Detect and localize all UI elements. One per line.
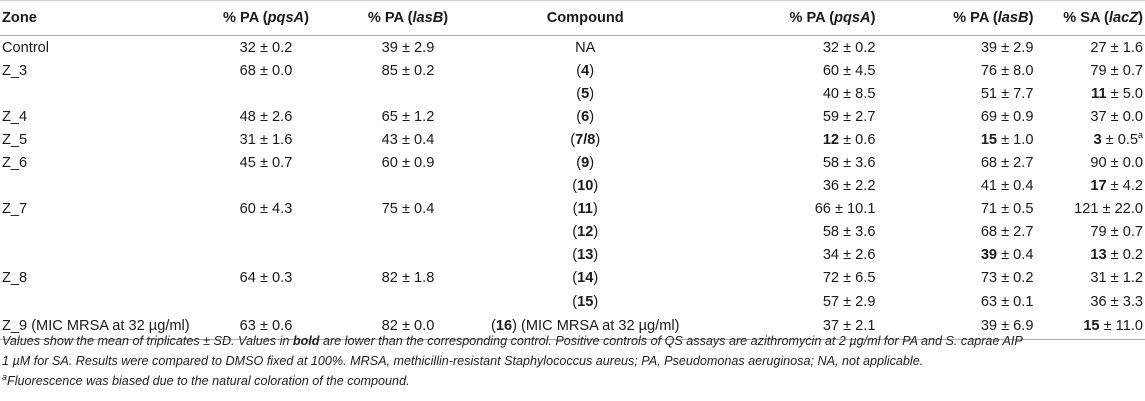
cell-compound: (12) bbox=[572, 224, 599, 241]
cell-pa-pqsa bbox=[207, 175, 325, 198]
cell-pa-lasb: 82 ± 1.8 bbox=[381, 270, 435, 287]
cell-compound: (7/8) bbox=[570, 131, 601, 148]
cell-zone: Z_4 bbox=[2, 108, 28, 125]
cell-pa-lasb: 43 ± 0.4 bbox=[381, 131, 435, 148]
footnote-line-2: 1 µM for SA. Results were compared to DMSO fixed at 100%. MRSA, methicillin-resistant Staphylococcus aureus; PA, Pseudomonas aeruginosa; NA, not applicable. bbox=[2, 354, 924, 368]
cell-compound-pa-lasb: 41 ± 0.4 bbox=[980, 178, 1034, 195]
cell-pa-pqsa: 60 ± 4.3 bbox=[239, 201, 293, 218]
header-zone: Zone bbox=[0, 1, 207, 36]
footnote-line-1: Values show the mean of triplicates ± SD. Values in bold are lower than the corresponding control. Positive controls of QS assays are azithromycin at 2 µg/ml for PA and S. caprae AIP bbox=[2, 334, 1023, 348]
cell-pa-pqsa bbox=[207, 82, 325, 105]
cell-pa-lasb: 85 ± 0.2 bbox=[381, 62, 435, 79]
table-row bbox=[0, 198, 1145, 221]
cell-pa-pqsa: 63 ± 0.6 bbox=[207, 313, 325, 340]
cell-zone bbox=[0, 221, 207, 244]
cell-compound-pa-pqsa: 72 ± 6.5 bbox=[822, 270, 876, 287]
cell-compound: (6) bbox=[576, 108, 595, 125]
cell-zone: Z_9 (MIC MRSA at 32 µg/ml) bbox=[0, 313, 207, 340]
cell-compound-pa-lasb: 39 ± 0.4 bbox=[980, 247, 1034, 264]
cell-compound-pa-lasb: 68 ± 2.7 bbox=[980, 155, 1034, 172]
cell-compound: (13) bbox=[572, 247, 599, 264]
cell-compound-pa-pqsa: 59 ± 2.7 bbox=[822, 108, 876, 125]
cell-pa-lasb bbox=[325, 290, 491, 313]
cell-compound: (5) bbox=[576, 85, 595, 102]
footnote-line-3: $^a$Fluorescence was biased due to the natural coloration of the compound. bbox=[2, 371, 410, 388]
cell-zone bbox=[0, 175, 207, 198]
cell-sa-lacz: 121 ± 22.0 bbox=[1074, 201, 1143, 218]
table-row bbox=[0, 105, 1145, 128]
cell-zone: Z_5 bbox=[2, 131, 28, 148]
cell-sa-lacz: 11 ± 5.0 bbox=[1091, 85, 1143, 102]
cell-zone bbox=[0, 290, 207, 313]
header-pa-pqsa-compound: % PA (pqsA) bbox=[679, 1, 893, 36]
cell-pa-pqsa bbox=[207, 244, 325, 267]
cell-pa-lasb: 65 ± 1.2 bbox=[381, 108, 435, 125]
cell-pa-pqsa bbox=[207, 221, 325, 244]
cell-compound-pa-pqsa: 60 ± 4.5 bbox=[822, 62, 876, 79]
cell-zone: Z_8 bbox=[2, 270, 28, 287]
cell-compound-pa-pqsa: 40 ± 8.5 bbox=[822, 85, 876, 102]
cell-pa-pqsa: 45 ± 0.7 bbox=[239, 155, 293, 172]
cell-compound-pa-lasb: 39 ± 6.9 bbox=[893, 313, 1051, 340]
cell-pa-pqsa: 32 ± 0.2 bbox=[239, 39, 293, 56]
cell-compound-pa-lasb: 15 ± 1.0 bbox=[980, 131, 1034, 148]
cell-compound: (11) bbox=[572, 201, 598, 218]
cell-compound: NA bbox=[575, 39, 596, 56]
cell-sa-lacz: 15 ± 11.0 bbox=[1051, 313, 1145, 340]
header-pa-lasb: % PA (lasB) bbox=[325, 1, 491, 36]
cell-compound: (9) bbox=[576, 155, 595, 172]
table-row bbox=[0, 175, 1145, 198]
cell-compound-pa-lasb: 71 ± 0.5 bbox=[980, 201, 1034, 218]
header-sa-lacz: % SA (lacZ) bbox=[1051, 1, 1145, 36]
table-row bbox=[0, 221, 1145, 244]
cell-sa-lacz: 27 ± 1.6 bbox=[1090, 39, 1143, 56]
cell-compound: (16) (MIC MRSA at 32 µg/ml) bbox=[491, 313, 679, 340]
cell-zone: Z_7 bbox=[2, 201, 28, 218]
cell-pa-lasb bbox=[325, 82, 491, 105]
cell-sa-lacz: 17 ± 4.2 bbox=[1090, 178, 1143, 195]
cell-sa-lacz: 31 ± 1.2 bbox=[1090, 270, 1143, 287]
table-row bbox=[0, 59, 1145, 82]
cell-compound-pa-pqsa: 58 ± 3.6 bbox=[822, 224, 876, 241]
cell-compound-pa-pqsa: 37 ± 2.1 bbox=[679, 313, 893, 340]
cell-zone: Control bbox=[2, 39, 50, 56]
header-compound: Compound bbox=[491, 1, 679, 36]
cell-sa-lacz: 13 ± 0.2 bbox=[1090, 247, 1143, 264]
cell-sa-lacz: 37 ± 0.0 bbox=[1090, 108, 1143, 125]
header-pa-lasb-compound: % PA (lasB) bbox=[893, 1, 1051, 36]
cell-pa-lasb: 39 ± 2.9 bbox=[381, 39, 435, 56]
cell-compound-pa-pqsa: 66 ± 10.1 bbox=[814, 201, 876, 218]
cell-pa-lasb bbox=[325, 175, 491, 198]
table-row bbox=[0, 151, 1145, 174]
cell-pa-pqsa: 64 ± 0.3 bbox=[239, 270, 293, 287]
table-footnotes bbox=[2, 331, 1142, 391]
cell-zone bbox=[0, 244, 207, 267]
cell-compound-pa-lasb: 51 ± 7.7 bbox=[980, 85, 1034, 102]
cell-sa-lacz: 79 ± 0.7 bbox=[1090, 224, 1143, 241]
cell-compound-pa-lasb: 63 ± 0.1 bbox=[980, 293, 1034, 310]
cell-zone: Z_3 bbox=[2, 62, 28, 79]
cell-compound-pa-pqsa: 32 ± 0.2 bbox=[822, 39, 876, 56]
cell-compound-pa-pqsa: 36 ± 2.2 bbox=[822, 178, 876, 195]
cell-pa-pqsa bbox=[207, 290, 325, 313]
cell-compound-pa-lasb: 76 ± 8.0 bbox=[980, 62, 1034, 79]
cell-sa-lacz: 36 ± 3.3 bbox=[1090, 293, 1143, 310]
table-row bbox=[0, 82, 1145, 105]
cell-compound: (4) bbox=[576, 62, 595, 79]
cell-compound-pa-pqsa: 57 ± 2.9 bbox=[822, 293, 876, 310]
cell-compound-pa-lasb: 69 ± 0.9 bbox=[980, 108, 1034, 125]
cell-pa-lasb: 82 ± 0.0 bbox=[325, 313, 491, 340]
table-row bbox=[0, 128, 1145, 151]
table-row bbox=[0, 267, 1145, 290]
cell-pa-pqsa: 31 ± 1.6 bbox=[239, 131, 293, 148]
cell-compound-pa-pqsa: 58 ± 3.6 bbox=[822, 155, 876, 172]
cell-sa-lacz: 3 ± 0.5$^a$ bbox=[1093, 130, 1143, 148]
cell-pa-lasb bbox=[325, 221, 491, 244]
table-header bbox=[0, 1, 1145, 36]
cell-compound: (14) bbox=[572, 270, 599, 287]
table-body bbox=[0, 36, 1145, 340]
cell-compound-pa-lasb: 39 ± 2.9 bbox=[980, 39, 1034, 56]
cell-compound-pa-pqsa: 12 ± 0.6 bbox=[822, 131, 876, 148]
header-row bbox=[0, 1, 1145, 36]
cell-compound-pa-lasb: 68 ± 2.7 bbox=[980, 224, 1034, 241]
cell-sa-lacz: 90 ± 0.0 bbox=[1090, 155, 1143, 172]
table-row bbox=[0, 36, 1145, 60]
table-row bbox=[0, 244, 1145, 267]
cell-zone bbox=[0, 82, 207, 105]
cell-compound: (15) bbox=[572, 293, 599, 310]
cell-compound: (10) bbox=[572, 178, 599, 195]
cell-pa-lasb bbox=[325, 244, 491, 267]
cell-pa-lasb: 75 ± 0.4 bbox=[381, 201, 435, 218]
cell-pa-pqsa: 48 ± 2.6 bbox=[239, 108, 293, 125]
cell-compound-pa-lasb: 73 ± 0.2 bbox=[980, 270, 1034, 287]
header-pa-pqsa: % PA (pqsA) bbox=[207, 1, 325, 36]
cell-compound-pa-pqsa: 34 ± 2.6 bbox=[822, 247, 876, 264]
cell-pa-pqsa: 68 ± 0.0 bbox=[239, 62, 293, 79]
cell-pa-lasb: 60 ± 0.9 bbox=[381, 155, 435, 172]
table-row bbox=[0, 290, 1145, 313]
cell-zone: Z_6 bbox=[2, 155, 28, 172]
cell-sa-lacz: 79 ± 0.7 bbox=[1090, 62, 1143, 79]
